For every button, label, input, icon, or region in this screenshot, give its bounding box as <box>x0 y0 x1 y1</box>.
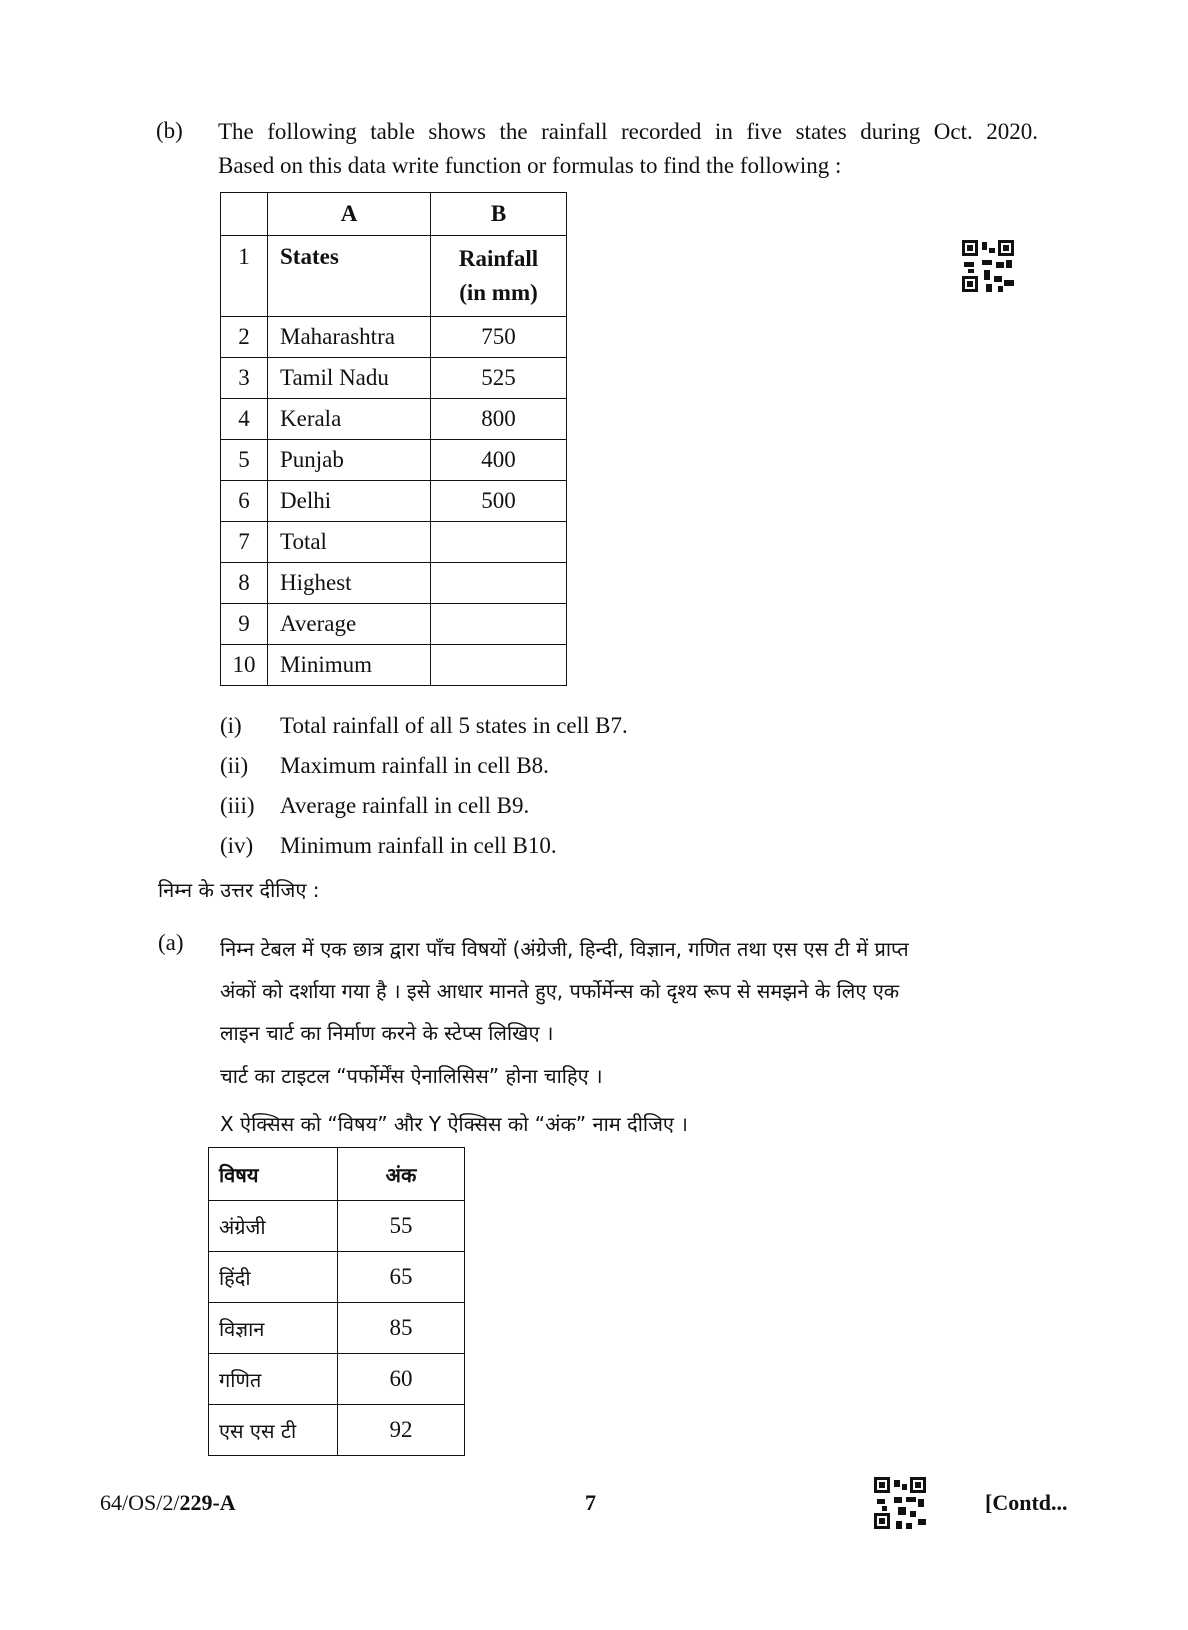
marks-cell: 85 <box>338 1303 465 1354</box>
marks-cell: 55 <box>338 1201 465 1252</box>
table-row <box>221 317 567 358</box>
state-cell: Punjab <box>268 440 431 481</box>
question-b-text <box>218 115 1038 183</box>
sub-question-list <box>220 713 628 873</box>
question-a-line2: अंकों को दर्शाया गया है । इसे आधार मानते हुए, पर्फोर्मेन्स को दृश्य रूप से समझने के लिए एक <box>220 979 900 1003</box>
page-number: 7 <box>585 1490 596 1515</box>
row-number: 7 <box>221 522 268 563</box>
item-number: (i) <box>220 713 242 738</box>
list-item <box>220 793 628 833</box>
states-header: States <box>268 236 431 317</box>
state-cell: Average <box>268 604 431 645</box>
row-number: 1 <box>221 236 268 317</box>
question-a-text <box>220 928 1040 1054</box>
question-b-line1: The following table shows the rainfall recorded in five states during Oct. 2020. <box>218 119 1038 144</box>
item-text: Maximum rainfall in cell B8. <box>280 753 549 778</box>
table-row <box>221 563 567 604</box>
rainfall-cell: 525 <box>431 358 567 399</box>
item-number: (iv) <box>220 833 254 858</box>
state-cell: Maharashtra <box>268 317 431 358</box>
rainfall-header-line1: Rainfall <box>458 246 539 271</box>
row-number: 4 <box>221 399 268 440</box>
subject-cell: हिंदी <box>209 1252 338 1303</box>
rainfall-cell: 400 <box>431 440 567 481</box>
rainfall-header-line2: (in mm) <box>459 280 538 305</box>
state-cell: Tamil Nadu <box>268 358 431 399</box>
marks-table <box>208 1147 465 1456</box>
state-cell: Total <box>268 522 431 563</box>
table-row <box>209 1303 465 1354</box>
subject-cell: अंग्रेजी <box>209 1201 338 1252</box>
row-number: 5 <box>221 440 268 481</box>
table-row <box>221 645 567 686</box>
list-item <box>220 713 628 753</box>
table-row <box>209 1354 465 1405</box>
column-a-header: A <box>268 193 431 236</box>
paper-code <box>100 1490 236 1516</box>
marks-cell: 65 <box>338 1252 465 1303</box>
paper-code-suffix: 229-A <box>179 1490 236 1515</box>
marks-cell: 92 <box>338 1405 465 1456</box>
subject-cell: विज्ञान <box>209 1303 338 1354</box>
state-cell: Minimum <box>268 645 431 686</box>
rainfall-cell <box>431 522 567 563</box>
rainfall-cell <box>431 604 567 645</box>
column-b-header: B <box>431 193 567 236</box>
answer-heading: निम्न के उत्तर दीजिए : <box>158 878 320 902</box>
table-row <box>209 1405 465 1456</box>
row-number: 9 <box>221 604 268 645</box>
state-cell: Delhi <box>268 481 431 522</box>
item-text: Average rainfall in cell B9. <box>280 793 530 818</box>
subject-header: विषय <box>209 1148 338 1201</box>
table-row <box>221 604 567 645</box>
table-row <box>221 440 567 481</box>
row-number: 10 <box>221 645 268 686</box>
rainfall-cell: 500 <box>431 481 567 522</box>
row-number: 3 <box>221 358 268 399</box>
item-text: Total rainfall of all 5 states in cell B7. <box>280 713 628 738</box>
table-row <box>221 358 567 399</box>
row-number: 2 <box>221 317 268 358</box>
row-number: 6 <box>221 481 268 522</box>
list-item <box>220 833 628 873</box>
question-label-a: (a) <box>158 930 184 955</box>
table-row <box>209 1252 465 1303</box>
row-number: 8 <box>221 563 268 604</box>
item-number: (iii) <box>220 793 255 818</box>
footer-qr-code <box>874 1477 926 1529</box>
rainfall-header <box>431 236 567 317</box>
item-text: Minimum rainfall in cell B10. <box>280 833 557 858</box>
question-a-line3: लाइन चार्ट का निर्माण करने के स्टेप्स लिखिए । <box>220 1021 554 1045</box>
state-cell: Kerala <box>268 399 431 440</box>
table-row <box>221 399 567 440</box>
state-cell: Highest <box>268 563 431 604</box>
axis-instruction: X ऐक्सिस को “विषय” और Y ऐक्सिस को “अंक” नाम दीजिए । <box>220 1112 688 1136</box>
marks-cell: 60 <box>338 1354 465 1405</box>
rainfall-cell: 750 <box>431 317 567 358</box>
list-item <box>220 753 628 793</box>
marks-header: अंक <box>338 1148 465 1201</box>
rainfall-cell: 800 <box>431 399 567 440</box>
rainfall-cell <box>431 563 567 604</box>
question-a-line1: निम्न टेबल में एक छात्र द्वारा पाँच विषयों (अंग्रेजी, हिन्दी, विज्ञान, गणित तथा एस एस टी में प्राप्त <box>220 937 909 961</box>
subject-cell: गणित <box>209 1354 338 1405</box>
corner-cell <box>221 193 268 236</box>
item-number: (ii) <box>220 753 249 778</box>
chart-title-instruction: चार्ट का टाइटल “पर्फोर्मेंस ऐनालिसिस” होना चाहिए । <box>220 1064 603 1088</box>
question-b-line2: Based on this data write function or formulas to find the following : <box>218 153 842 178</box>
table-row <box>221 481 567 522</box>
table-row <box>221 522 567 563</box>
question-label-b: (b) <box>156 118 183 143</box>
subject-cell: एस एस टी <box>209 1405 338 1456</box>
qr-code <box>962 240 1014 292</box>
continued-label: [Contd... <box>985 1490 1068 1515</box>
paper-code-prefix: 64/OS/2/ <box>100 1490 180 1515</box>
rainfall-table <box>220 192 567 686</box>
table-row <box>209 1201 465 1252</box>
rainfall-cell <box>431 645 567 686</box>
